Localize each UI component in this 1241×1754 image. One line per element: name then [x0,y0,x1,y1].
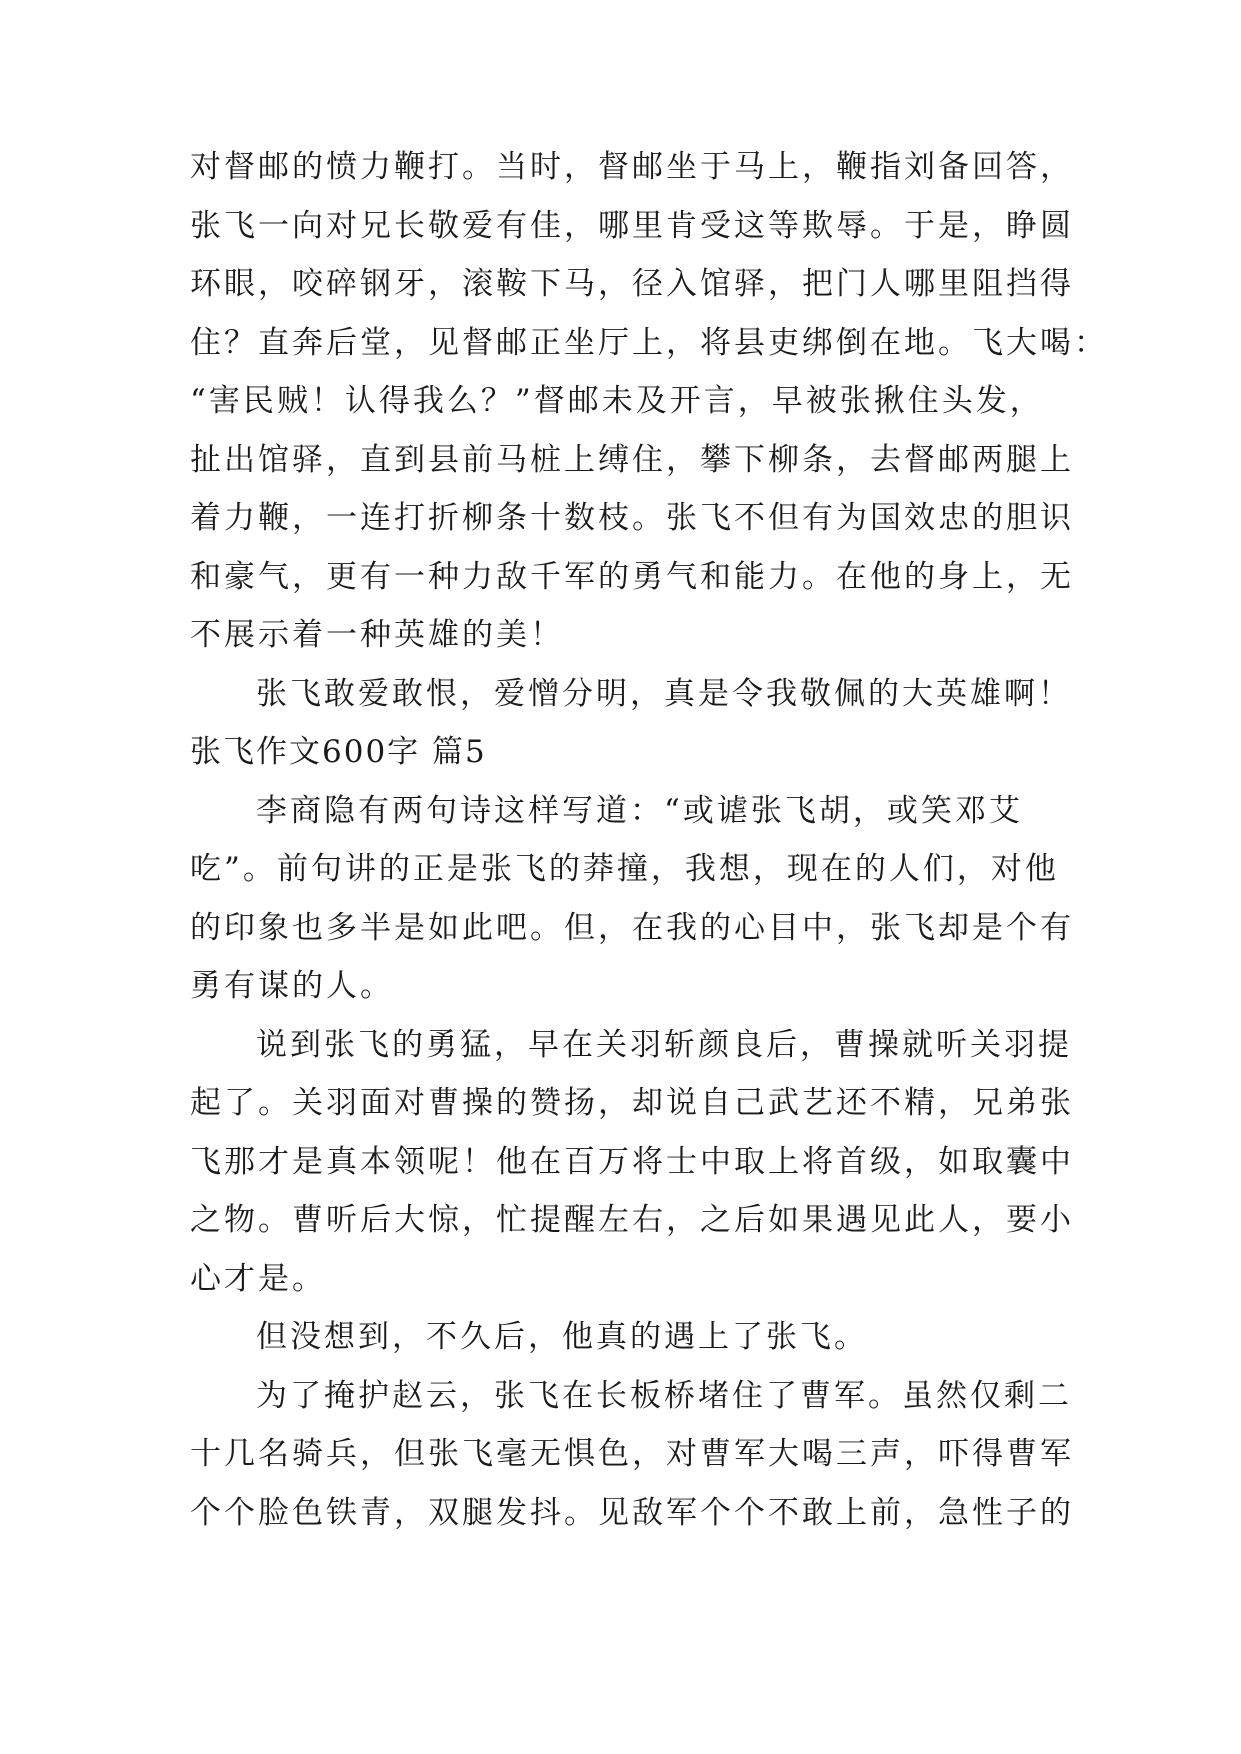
text-line: 心才是。 [190,1260,326,1297]
text-line: 起了。关羽面对曹操的赞扬，却说自己武艺还不精，兄弟张 [190,1085,1074,1121]
text-line: 飞那才是真本领呢！他在百万将士中取上将首级，如取囊中 [190,1143,1074,1180]
text-line: 对督邮的愤力鞭打。当时，督邮坐于马上，鞭指刘备回答， [190,149,1074,185]
text-line: 不展示着一种英雄的美！ [190,617,564,653]
text-line: 环眼，咬碎钢牙，滚鞍下马，径入馆驿，把门人哪里阻挡得 [190,266,1074,302]
text-line: 着力鞭，一连打折柳条十数枝。张飞不但有为国效忠的胆识 [190,500,1074,536]
text-line: 为了掩护赵云，张飞在长板桥堵住了曹军。虽然仅剩二 [256,1377,1072,1414]
text-line: 住？直奔后堂，见督邮正坐厅上，将县吏绑倒在地。飞大喝： [190,324,1108,361]
text-line: 张飞敢爱敢恨，爱憎分明，真是令我敬佩的大英雄啊！ [256,675,1072,712]
text-line: 勇有谋的人。 [190,968,394,1004]
document-body [190,138,1108,1542]
text-line: 个个脸色铁青，双腿发抖。见敌军个个不敢上前，急性子的 [190,1494,1074,1531]
text-line: “害民贼！认得我么？”督邮未及开言，早被张揪住头发， [190,383,1044,419]
text-line: 扯出馆驿，直到县前马桩上缚住，攀下柳条，去督邮两腿上 [190,441,1074,478]
section-heading: 张飞作文600字 篇5 [190,734,487,770]
text-line: 十几名骑兵，但张飞毫无惧色，对曹军大喝三声，吓得曹军 [190,1436,1074,1472]
text-line: 和豪气，更有一种力敌千军的勇气和能力。在他的身上，无 [190,558,1074,595]
text-line: 之物。曹听后大惊，忙提醒左右，之后如果遇见此人，要小 [190,1202,1074,1238]
text-line: 的印象也多半是如此吧。但，在我的心目中，张飞却是个有 [190,909,1074,946]
text-line: 李商隐有两句诗这样写道：“或谑张飞胡，或笑邓艾 [256,792,1023,829]
text-line: 说到张飞的勇猛，早在关羽斩颜良后，曹操就听关羽提 [256,1026,1072,1063]
text-line: 但没想到，不久后，他真的遇上了张飞。 [256,1319,868,1355]
text-line: 吃”。前句讲的正是张飞的莽撞，我想，现在的人们，对他 [190,851,1059,887]
text-line: 张飞一向对兄长敬爱有佳，哪里肯受这等欺辱。于是，睁圆 [190,207,1074,244]
